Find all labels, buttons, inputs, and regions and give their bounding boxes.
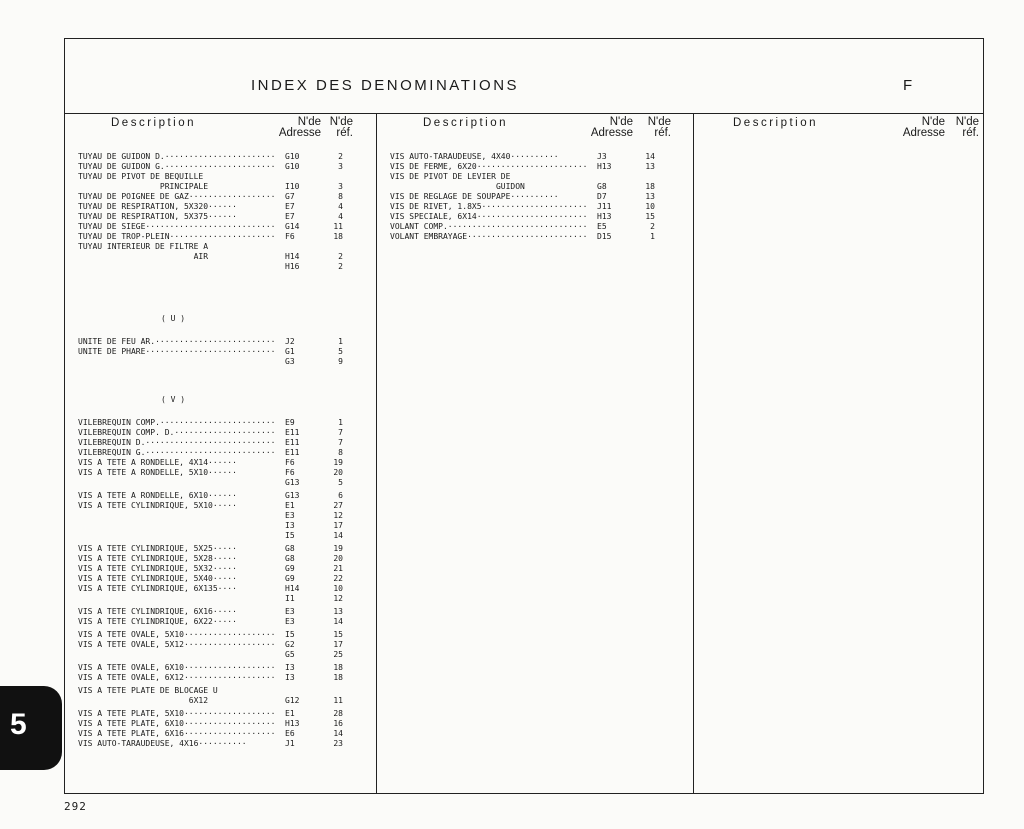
entry-reference: 5 (338, 478, 343, 487)
entry-reference: 23 (333, 739, 343, 748)
entry-description: VIS A TETE CYLINDRIQUE, 5X40····· (78, 574, 237, 583)
entry-description: TUYAU DE SIEGE··························· (78, 222, 276, 231)
entry-description: VIS A TETE OVALE, 6X12··················· (78, 673, 276, 682)
entry-description: VIS A TETE A RONDELLE, 5X10······ (78, 468, 237, 477)
column-1-entries-v (78, 418, 350, 749)
entry-description: AIR (78, 252, 209, 261)
col-header-address: N'de Adresse (590, 116, 633, 139)
index-row (78, 686, 350, 696)
index-row (78, 719, 350, 729)
entry-address: J11 (597, 202, 612, 211)
entry-address: I1 (285, 594, 295, 603)
col-header-ref: N'de réf. (955, 116, 979, 139)
entry-address: I10 (285, 182, 300, 191)
index-row (78, 222, 350, 232)
entry-description: VIS AUTO-TARAUDEUSE, 4X40·········· (390, 152, 559, 161)
index-row (78, 438, 350, 448)
entry-address: D7 (597, 192, 607, 201)
index-row (390, 202, 662, 212)
entry-address: D15 (597, 232, 612, 241)
entry-reference: 4 (338, 212, 343, 221)
entry-reference: 18 (333, 673, 343, 682)
entry-address: E11 (285, 438, 300, 447)
index-row (78, 554, 350, 564)
entry-address: F6 (285, 458, 295, 467)
entry-address: G9 (285, 574, 295, 583)
entry-reference: 18 (645, 182, 655, 191)
entry-reference: 2 (338, 152, 343, 161)
index-row (78, 501, 350, 511)
entry-description: VOLANT EMBRAYAGE························· (390, 232, 588, 241)
entry-address: G8 (285, 554, 295, 563)
index-row (78, 337, 350, 347)
entry-reference: 17 (333, 640, 343, 649)
entry-address: E6 (285, 729, 295, 738)
index-row (78, 729, 350, 739)
col-header-ref: N'de réf. (647, 116, 671, 139)
entry-reference: 12 (333, 594, 343, 603)
column-1-entries (78, 152, 350, 272)
entry-reference: 19 (333, 544, 343, 553)
index-row (78, 491, 350, 501)
entry-description: VIS DE REGLAGE DE SOUPAPE·········· (390, 192, 559, 201)
index-row (78, 630, 350, 640)
entry-reference: 12 (333, 511, 343, 520)
entry-description: TUYAU DE TROP-PLEIN······················ (78, 232, 276, 241)
entry-address: G3 (285, 357, 295, 366)
index-row (78, 564, 350, 574)
entry-reference: 21 (333, 564, 343, 573)
entry-address: J3 (597, 152, 607, 161)
entry-description: VIS AUTO-TARAUDEUSE, 4X16·········· (78, 739, 247, 748)
entry-address: E9 (285, 418, 295, 427)
index-row (78, 428, 350, 438)
index-row (78, 192, 350, 202)
entry-description: VIS A TETE PLATE, 5X10··················· (78, 709, 276, 718)
entry-address: E3 (285, 511, 295, 520)
entry-reference: 20 (333, 468, 343, 477)
entry-reference: 10 (645, 202, 655, 211)
entry-address: F6 (285, 232, 295, 241)
entry-description: VIS A TETE CYLINDRIQUE, 6X16····· (78, 607, 237, 616)
col-header-description: Description (111, 117, 197, 129)
index-row (78, 232, 350, 242)
entry-reference: 14 (333, 617, 343, 626)
entry-address: E7 (285, 202, 295, 211)
entry-address: E11 (285, 428, 300, 437)
entry-reference: 1 (650, 232, 655, 241)
entry-address: E3 (285, 607, 295, 616)
entry-address: G8 (285, 544, 295, 553)
entry-description: TUYAU DE GUIDON D.······················· (78, 152, 276, 161)
entry-description: VIS A TETE CYLINDRIQUE, 6X22····· (78, 617, 237, 626)
entry-description: TUYAU INTERIEUR DE FILTRE A (78, 242, 209, 251)
entry-address: J1 (285, 739, 295, 748)
entry-address: G9 (285, 564, 295, 573)
index-row (78, 594, 350, 604)
index-row (78, 262, 350, 272)
index-row (78, 242, 350, 252)
entry-reference: 5 (338, 347, 343, 356)
entry-reference: 15 (333, 630, 343, 639)
entry-description: VIS DE RIVET, 1.8X5······················ (390, 202, 588, 211)
index-row (78, 202, 350, 212)
index-row (78, 521, 350, 531)
entry-reference: 15 (645, 212, 655, 221)
entry-description: VIS A TETE PLATE, 6X10··················· (78, 719, 276, 728)
entry-address: H13 (597, 162, 612, 171)
entry-description: UNITE DE FEU AR.························· (78, 337, 276, 346)
entry-address: G1 (285, 347, 295, 356)
entry-reference: 9 (338, 357, 343, 366)
index-row (78, 663, 350, 673)
entry-reference: 13 (333, 607, 343, 616)
entry-reference: 6 (338, 491, 343, 500)
section-heading-v: ( V ) (161, 395, 186, 404)
entry-description: TUYAU DE RESPIRATION, 5X375······ (78, 212, 237, 221)
entry-description: TUYAU DE GUIDON G.······················· (78, 162, 276, 171)
col-header-description: Description (423, 117, 509, 129)
entry-address: H16 (285, 262, 300, 271)
entry-reference: 17 (333, 521, 343, 530)
entry-reference: 13 (645, 192, 655, 201)
entry-description: VIS A TETE OVALE, 5X10··················· (78, 630, 276, 639)
entry-description: VIS A TETE CYLINDRIQUE, 6X135···· (78, 584, 237, 593)
entry-description: VIS DE FERME, 6X20······················· (390, 162, 588, 171)
entry-reference: 20 (333, 554, 343, 563)
entry-address: H13 (597, 212, 612, 221)
index-row (78, 418, 350, 428)
entry-reference: 1 (338, 418, 343, 427)
entry-address: I5 (285, 531, 295, 540)
index-row (390, 222, 662, 232)
entry-address: G12 (285, 696, 300, 705)
entry-description: TUYAU DE RESPIRATION, 5X320······ (78, 202, 237, 211)
entry-address: I3 (285, 673, 295, 682)
entry-reference: 11 (333, 222, 343, 231)
entry-reference: 11 (333, 696, 343, 705)
entry-address: E11 (285, 448, 300, 457)
entry-reference: 18 (333, 663, 343, 672)
index-row (390, 162, 662, 172)
entry-address: G13 (285, 491, 300, 500)
entry-address: I5 (285, 630, 295, 639)
entry-reference: 2 (650, 222, 655, 231)
entry-address: I3 (285, 521, 295, 530)
entry-reference: 7 (338, 438, 343, 447)
index-row (390, 192, 662, 202)
index-row (78, 162, 350, 172)
entry-description: VIS SPECIALE, 6X14······················· (390, 212, 588, 221)
index-row (78, 212, 350, 222)
entry-description: VIS A TETE CYLINDRIQUE, 5X25····· (78, 544, 237, 553)
entry-reference: 2 (338, 252, 343, 261)
index-frame (64, 38, 984, 794)
entry-reference: 7 (338, 428, 343, 437)
section-heading-u: ( U ) (161, 314, 186, 323)
entry-address: G5 (285, 650, 295, 659)
entry-address: E1 (285, 501, 295, 510)
entry-description: VILEBREQUIN COMP. D.····················· (78, 428, 276, 437)
index-row (78, 531, 350, 541)
entry-description: TUYAU DE POIGNEE DE GAZ·················· (78, 192, 276, 201)
entry-description: VIS A TETE OVALE, 6X10··················· (78, 663, 276, 672)
index-row (78, 448, 350, 458)
column-divider-1 (376, 113, 377, 793)
index-row (78, 696, 350, 706)
index-row (78, 357, 350, 367)
index-row (390, 212, 662, 222)
entry-reference: 4 (338, 202, 343, 211)
index-row (78, 182, 350, 192)
entry-address: F6 (285, 468, 295, 477)
entry-description: VIS DE PIVOT DE LEVIER DE (390, 172, 511, 181)
entry-description: GUIDON (390, 182, 525, 191)
index-row (78, 544, 350, 554)
entry-address: J2 (285, 337, 295, 346)
index-row (78, 458, 350, 468)
index-row (78, 617, 350, 627)
entry-description: VIS A TETE A RONDELLE, 6X10······ (78, 491, 237, 500)
entry-address: E7 (285, 212, 295, 221)
entry-reference: 19 (333, 458, 343, 467)
entry-address: G7 (285, 192, 295, 201)
entry-description: VIS A TETE CYLINDRIQUE, 5X28····· (78, 554, 237, 563)
entry-reference: 3 (338, 162, 343, 171)
index-row (78, 607, 350, 617)
column-divider-2 (693, 113, 694, 793)
page-number: 292 (64, 800, 87, 813)
index-row (78, 468, 350, 478)
entry-description: VILEBREQUIN D.··························· (78, 438, 276, 447)
column-1-entries-u (78, 337, 350, 367)
entry-reference: 2 (338, 262, 343, 271)
entry-reference: 22 (333, 574, 343, 583)
index-row (78, 739, 350, 749)
entry-address: G13 (285, 478, 300, 487)
entry-address: G2 (285, 640, 295, 649)
entry-description: PRINCIPALE (78, 182, 209, 191)
column-2-entries (390, 152, 662, 242)
entry-reference: 25 (333, 650, 343, 659)
index-row (78, 152, 350, 162)
section-letter: F (903, 77, 913, 94)
entry-reference: 13 (645, 162, 655, 171)
page-title: INDEX DES DENOMINATIONS (250, 77, 520, 94)
col-header-address: N'de Adresse (902, 116, 945, 139)
entry-reference: 14 (645, 152, 655, 161)
entry-address: H14 (285, 252, 300, 261)
chapter-tab-number: 5 (10, 708, 27, 741)
index-row (78, 574, 350, 584)
entry-description: VIS A TETE PLATE, 6X16··················· (78, 729, 276, 738)
entry-address: E3 (285, 617, 295, 626)
entry-description: VOLANT COMP.····························· (390, 222, 588, 231)
entry-description: TUYAU DE PIVOT DE BEQUILLE (78, 172, 204, 181)
entry-address: E1 (285, 709, 295, 718)
entry-description: VIS A TETE CYLINDRIQUE, 5X10····· (78, 501, 237, 510)
entry-reference: 10 (333, 584, 343, 593)
index-row (78, 709, 350, 719)
col-header-description: Description (733, 117, 819, 129)
entry-address: I3 (285, 663, 295, 672)
entry-address: H14 (285, 584, 300, 593)
index-row (78, 252, 350, 262)
entry-description: VILEBREQUIN COMP.························ (78, 418, 276, 427)
index-row (390, 172, 662, 182)
entry-address: G8 (597, 182, 607, 191)
entry-reference: 1 (338, 337, 343, 346)
entry-description: 6X12 (78, 696, 209, 705)
entry-reference: 14 (333, 531, 343, 540)
entry-reference: 27 (333, 501, 343, 510)
col-header-ref: N'de réf. (329, 116, 353, 139)
index-row (390, 182, 662, 192)
entry-description: VIS A TETE OVALE, 5X12··················· (78, 640, 276, 649)
entry-address: G10 (285, 162, 300, 171)
entry-description: VIS A TETE PLATE DE BLOCAGE U (78, 686, 218, 695)
index-row (390, 152, 662, 162)
entry-description: VIS A TETE A RONDELLE, 4X14······ (78, 458, 237, 467)
col-header-address: N'de Adresse (278, 116, 321, 139)
entry-address: H13 (285, 719, 300, 728)
index-row (78, 347, 350, 357)
entry-reference: 3 (338, 182, 343, 191)
index-row (78, 584, 350, 594)
entry-reference: 8 (338, 192, 343, 201)
entry-address: E5 (597, 222, 607, 231)
index-row (78, 673, 350, 683)
entry-description: VIS A TETE CYLINDRIQUE, 5X32····· (78, 564, 237, 573)
entry-description: VILEBREQUIN G.··························· (78, 448, 276, 457)
entry-reference: 28 (333, 709, 343, 718)
index-row (78, 640, 350, 650)
index-row (78, 172, 350, 182)
entry-address: G10 (285, 152, 300, 161)
entry-reference: 18 (333, 232, 343, 241)
index-row (78, 511, 350, 521)
entry-reference: 16 (333, 719, 343, 728)
entry-reference: 14 (333, 729, 343, 738)
entry-reference: 8 (338, 448, 343, 457)
entry-address: G14 (285, 222, 300, 231)
header-divider (65, 113, 983, 114)
entry-description: UNITE DE PHARE··························· (78, 347, 276, 356)
index-row (390, 232, 662, 242)
index-row (78, 478, 350, 488)
index-row (78, 650, 350, 660)
